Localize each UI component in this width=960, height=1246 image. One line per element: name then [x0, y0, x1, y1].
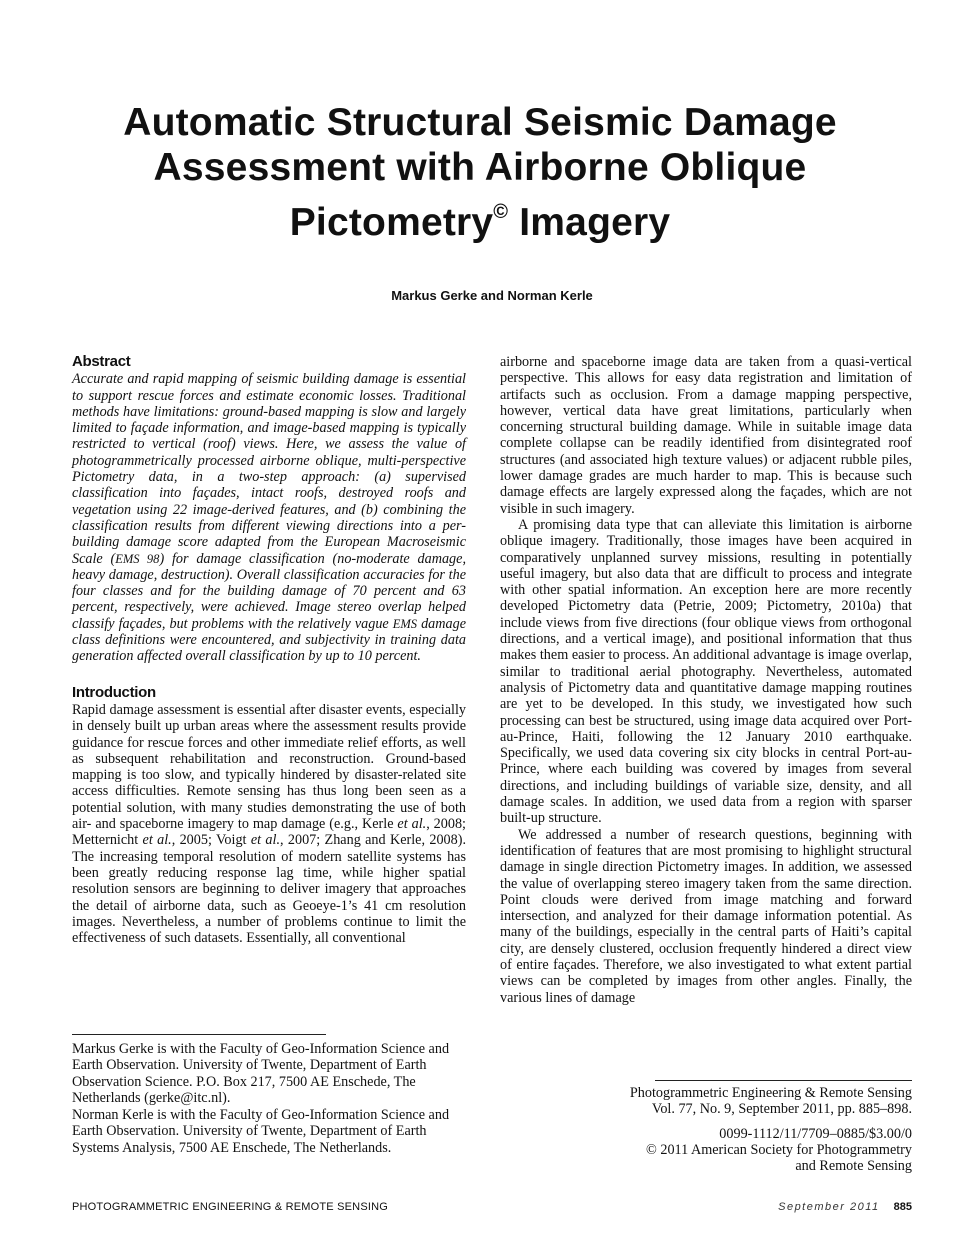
footer-right — [778, 1201, 912, 1213]
title-imagery: Imagery — [508, 201, 671, 244]
footnote-divider — [72, 1034, 326, 1035]
left-column — [72, 354, 466, 946]
intro-paragraph-2: airborne and spaceborne image data are taken from a quasi-vertical perspective. This allows for easy data registration and limitation of artifacts such as occlusion. From a damage mapping perspective, however, vertical data have great limitations, particularly when concerning structural building damage. While in suitable image data complete collapse can be readily identified from disintegrated roof structures (and associated high texture values) or adjacent rubble piles, lower damage grades are much harder to map. This is because such damage effects are largely expressed along the façades, which are not visible in such imagery. — [500, 354, 912, 517]
abstract-ems: EMS — [392, 616, 418, 631]
footer-date: September 2011 — [778, 1201, 880, 1213]
title-line-2: Assessment with Airborne Oblique — [153, 146, 807, 189]
abstract-body — [72, 371, 466, 664]
abstract-text-1: Accurate and rapid mapping of seismic building damage is essential to support rescue forces and estimate economic losses. Traditional methods have limitations: ground-based mapping is slow and largely limited to façade information, and image-based mapping is typically restricted to vertical (roof) views. Here, we assess the value of photogrammetrically processed airborne oblique, multi-perspective Pictometry data, in a two-step approach: (a) supervised classification into façades, intact roofs, destroyed roofs and vegetation using 22 image-derived features, and (b) combining the classification results from different viewing directions into a per-building damage score adapted from the European Macroseismic Scale ( — [72, 371, 466, 567]
footnote-kerle: Norman Kerle is with the Faculty of Geo-Information Science and Earth Observation. University of Twente, Department of Earth Systems Analysis, 7500 AE Enschede, The Netherlands. — [72, 1107, 450, 1156]
abstract-text-2: ) for damage classification (no-moderate damage, heavy damage, destruction). Overall classification accuracies for the four classes and for the building damage of 70 percent and 63 percent, respectively, were achieved. Image stereo overlap helped classify façades, but problems with the relatively vague — [72, 550, 466, 632]
journal-name: Photogrammetric Engineering & Remote Sensing — [629, 1085, 912, 1101]
page-number: 885 — [893, 1201, 912, 1213]
journal-copyright-line-1: © 2011 American Society for Photogrammetry — [646, 1141, 912, 1158]
journal-info-gap — [552, 1118, 912, 1126]
abstract-heading: Abstract — [72, 353, 131, 370]
intro-p1-d: , 2007; Zhang and Kerle, 2008). The increasing temporal resolution of modern satellite systems has been greatly reducing response lag time, while higher spatial resolution sensors are beginning to deliver imagery that approaches the detail of airborne data, such as Geoeye-1’s 41 cm resolution images. Nevertheless, a number of problems continue to limit the effectiveness of such datasets. Essentially, all conventional — [72, 832, 467, 947]
abstract-ems98: EMS 98 — [115, 551, 160, 566]
right-column — [500, 354, 912, 1006]
footnote-gerke: Markus Gerke is with the Faculty of Geo-Information Science and Earth Observation. University of Twente, Department of Earth Observation Science. P.O. Box 217, 7500 AE Enschede, The Netherlands (gerke@itc.nl). — [72, 1041, 450, 1106]
et-al-2: et al. — [142, 832, 172, 849]
et-al-1: et al. — [397, 816, 427, 833]
journal-code: 0099-1112/11/7709–0885/$3.00/0 — [719, 1125, 912, 1142]
intro-p1-a: Rapid damage assessment is essential after disaster events, especially in densely built up urban areas where the assessment results provide guidance for rescue forces and other immediate relief efforts, as well as subsequent rehabilitation and reconstruction. Ground-based mapping is too slow, and typically hindered by disaster-related site access difficulties. Remote sensing has thus long been seen as a potential solution, with many studies demonstrating the use of both air- and spaceborne imagery to map damage (e.g., Kerle — [72, 701, 466, 833]
title-line-1: Automatic Structural Seismic Damage — [123, 101, 837, 144]
title-line-3 — [0, 190, 960, 245]
et-al-3: et al. — [250, 832, 280, 849]
author-list: Markus Gerke and Norman Kerle — [391, 288, 593, 303]
page-footer — [72, 1201, 912, 1217]
journal-info-divider — [655, 1080, 912, 1081]
introduction-heading: Introduction — [72, 683, 156, 701]
copyright-mark: © — [493, 201, 509, 223]
intro-p1-b: , 2008; Metternicht — [72, 816, 466, 849]
intro-paragraph-4: We addressed a number of research questions, beginning with identification of features that are most promising to highlight structural damage in single direction Pictometry images. In addition, we assessed the value of overlapping stereo imagery taken from the same direction. Point clouds were derived from image matching and forward intersection, and analyzed for their damage information potential. As many of the buildings, especially in the central parts of Haiti’s capital city, are densely clustered, occlusion frequently hindered a direct view of entire façades. Therefore, we also investigated to what extent partial views can be completed by images from other angles. Finally, the various lines of damage — [500, 826, 912, 1006]
footer-journal-name: PHOTOGRAMMETRIC ENGINEERING & REMOTE SENSING — [72, 1201, 389, 1213]
journal-volume: Vol. 77, No. 9, September 2011, pp. 885–898. — [651, 1101, 912, 1118]
paper-title — [0, 100, 960, 245]
intro-p1-c: , 2005; Voigt — [171, 832, 251, 849]
abstract-text-3: damage class definitions were encountered, and subjectivity in training data generation affected overall classification by up to 10 percent. — [72, 615, 467, 665]
journal-info — [552, 1085, 912, 1174]
title-pictometry: Pictometry — [289, 201, 494, 244]
journal-copyright-line-2: and Remote Sensing — [795, 1158, 912, 1175]
intro-paragraph-3: A promising data type that can alleviate this limitation is airborne oblique imagery. Traditionally, those images have been acquired in comparatively unplanned survey missions, resulting in potentially useful imagery, but also data that are difficult to process and integrate with other spatial information. An exception here are more recently developed Pictometry data (Petrie, 2009; Pictometry, 2010a) that include views from five directions (four oblique views from orthogonal directions, and a vertical image), and positional information that thus makes them easier to process. An additional advantage is image overlap, similar to traditional aerial photography. Nevertheless, automated analysis of Pictometry data and quantitative damage mapping routines are yet to be developed. In this study, we investigated how such processing can best be structured, using image data acquired over Port-au-Prince, Haiti, following the 12 January 2010 earthquake. Specifically, we used data covering six city blocks in central Port-au-Prince, where each building was covered by images from several directions, and including buildings of variable size, density, and all damage scales. In addition, we used data from a region with sparser built-up structure. — [500, 516, 912, 827]
intro-paragraph-1 — [72, 702, 466, 946]
